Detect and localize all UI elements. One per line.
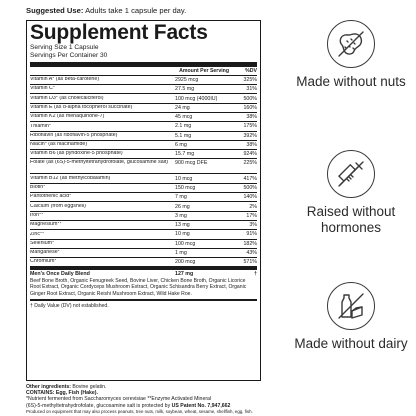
nutrient-row: [30, 249, 257, 258]
nutrient-row: [30, 132, 257, 141]
nutrient-amount: 2925 mcg: [175, 76, 199, 83]
suggested-use-text: Adults take 1 capsule per day.: [83, 6, 187, 15]
blend-header: [30, 270, 257, 278]
nutrient-name: Biotin*: [30, 185, 46, 191]
nutrient-dv: 160%: [243, 104, 257, 111]
blend-ingredients: Beef Bone Broth, Organic Fenugreek Seed, Bovine Liver, Chicken Bone Broth, Organic Licorice Root Extract, Organic Cordyceps Mushroom Extract, Organic Schisandra Berry Extract, Organic Ginger Root Extract, Organic Reishi Mushroom Extract, Wild Hake Roe.: [30, 277, 247, 297]
nutrient-name: Vitamin K2 (as menaquinone-7): [30, 114, 105, 120]
blend-dv: †: [254, 270, 257, 277]
nutrient-amount: 27.5 mg: [175, 86, 195, 93]
nutrient-row: [30, 76, 257, 85]
nutrient-row: [30, 150, 257, 159]
nutrient-name: Vitamin A* (as beta-carotene): [30, 77, 100, 83]
badge-label: Raised without hormones: [306, 204, 396, 235]
nutrient-dv: 417%: [243, 175, 257, 182]
no-nuts-icon: [334, 27, 368, 61]
no-dairy-icon: [334, 289, 368, 323]
other-ingredients: [26, 384, 276, 415]
dv-footnote: † Daily Value (DV) not established.: [30, 303, 109, 310]
nutrient-dv: 38%: [246, 114, 257, 121]
nutrient-dv: 2%: [249, 203, 257, 210]
nutrient-amount: 5.1 mg: [175, 132, 192, 139]
no-hormones-icon: [334, 157, 368, 191]
nutrient-dv: 91%: [246, 231, 257, 238]
badge-no-dairy: [286, 282, 416, 352]
nutrient-amount: 15.7 mg: [175, 151, 195, 158]
nutrient-amount: 13 mg: [175, 222, 190, 229]
nutrient-dv: 392%: [243, 132, 257, 139]
patent-number: US Patent No. 7,947,662: [171, 402, 231, 409]
nutrient-dv: 325%: [243, 76, 257, 83]
nutrient-name: Vitamin D3* (as cholecalciferol): [30, 95, 104, 101]
nutrient-dv: 175%: [243, 123, 257, 130]
nutrient-dv: 3%: [249, 222, 257, 229]
nutrient-name: Vitamin B12 (as methylcobalamin): [30, 175, 111, 181]
nutrient-amount: 3 mg: [175, 212, 187, 219]
nutrient-row: [30, 258, 257, 267]
suggested-use-label: Suggested Use:: [26, 6, 84, 15]
nutrient-amount: 1 mg: [175, 250, 187, 256]
nutrient-row: [30, 159, 257, 174]
nutrient-row: [30, 240, 257, 249]
other-ingredients-label: Other ingredients:: [26, 384, 71, 390]
col-dv-header: %DV: [245, 67, 257, 74]
folate-note: (6S)-5-methyltetrahydrofolate, glucosamine salt is protected by: [26, 402, 172, 409]
nutrient-amount: 26 mg: [175, 203, 190, 210]
servings-per-container: Servings Per Container 30: [30, 52, 108, 60]
nutrient-row: [30, 202, 257, 211]
nutrient-dv: 500%: [243, 184, 257, 191]
nutrient-name: Selenium*: [30, 240, 55, 246]
nutrient-row: [30, 193, 257, 202]
contains-allergens: CONTAINS: Egg, Fish (Hake).: [26, 390, 98, 397]
nutrient-dv: 225%: [243, 160, 257, 167]
nutrient-name: Niacin* (as niacinamide): [30, 142, 88, 148]
facts-title: Supplement Facts: [30, 21, 208, 44]
badge-label: Made without nuts: [296, 74, 406, 89]
nutrient-row: [30, 94, 257, 103]
nutrient-dv: 140%: [243, 194, 257, 201]
nutrient-note: *Nutrient fermented from Saccharomyces cerevisiae **Enzyme Activated Mineral: [26, 396, 212, 403]
nutrient-name: Thiamin*: [30, 123, 51, 129]
nutrient-name: Chromium*: [30, 259, 57, 265]
nutrient-amount: 150 mcg: [175, 184, 196, 191]
nutrient-name: Vitamin C*: [30, 86, 55, 92]
nutrient-rows: [30, 76, 257, 268]
nutrient-amount: 2.1 mg: [175, 123, 192, 130]
nutrient-amount: 900 mcg DFE: [175, 160, 208, 167]
nutrient-row: [30, 141, 257, 150]
nutrient-dv: 924%: [243, 151, 257, 158]
nutrient-name: Vitamin E (as d-alpha tocopherol succinate): [30, 104, 133, 110]
nutrient-name: Calcium (from eggshell): [30, 203, 86, 209]
nutrient-name: Zinc**: [30, 231, 45, 237]
nutrient-dv: 38%: [246, 142, 257, 149]
nutrient-amount: 6 mg: [175, 142, 187, 149]
col-amount-header: Amount Per Serving: [179, 67, 229, 74]
nutrient-dv: 17%: [246, 212, 257, 219]
nutrient-name: Magnesium**: [30, 222, 62, 228]
nutrient-amount: 7 mg: [175, 194, 187, 201]
nutrient-row: [30, 184, 257, 193]
nutrient-dv: 43%: [246, 250, 257, 256]
suggested-use: [26, 6, 186, 15]
nutrient-name: Vitamin B6 (as pyridoxine-5 phosphate): [30, 151, 123, 157]
nutrient-dv: 31%: [246, 86, 257, 93]
badge-label: Made without dairy: [294, 336, 408, 351]
nutrient-dv: 182%: [243, 240, 257, 247]
nutrient-row: [30, 212, 257, 221]
blend-name: Men's Once Daily Blend: [30, 270, 90, 277]
nutrient-row: [30, 104, 257, 113]
badge-no-nuts: [286, 20, 416, 90]
nutrient-row: [30, 221, 257, 230]
nutrient-name: Manganese*: [30, 250, 60, 256]
nutrient-amount: 24 mg: [175, 104, 190, 111]
nutrient-row: [30, 230, 257, 239]
nutrient-row: [30, 122, 257, 131]
nutrient-row: [30, 85, 257, 94]
nutrient-amount: 200 mcg: [175, 259, 196, 266]
nutrient-amount: 10 mcg: [175, 175, 193, 182]
nutrient-row: [30, 113, 257, 122]
nutrient-dv: 500%: [243, 95, 257, 102]
nutrient-row: [30, 174, 257, 183]
other-ingredients-text: Bovine gelatin.: [70, 384, 107, 390]
equipment-note: Produced on equipment that may also process peanuts, tree nuts, milk, soybean, wheat, sesame, shellfish, egg, fish.: [26, 408, 253, 414]
nutrient-amount: 45 mcg: [175, 114, 193, 121]
nutrient-name: Folate (as (6S)-5-methyltetrahydrofolate, glucosamine salt): [30, 160, 169, 166]
nutrient-dv: 571%: [243, 259, 257, 266]
blend-amount: 127 mg: [175, 270, 194, 277]
supplement-facts-panel: [26, 20, 261, 381]
badge-no-hormones: [286, 150, 416, 236]
nutrient-amount: 100 mcg (4000IU): [175, 95, 218, 102]
nutrient-name: Iron**: [30, 212, 44, 218]
nutrient-amount: 10 mg: [175, 231, 190, 238]
nutrient-name: Riboflavin (as riboflavin-5 phosphate): [30, 132, 118, 138]
nutrient-amount: 100 mcg: [175, 240, 196, 247]
nutrient-name: Pantothenic acid*: [30, 194, 72, 200]
facts-header-row: [30, 67, 257, 76]
serving-size: Serving Size 1 Capsule: [30, 44, 99, 51]
